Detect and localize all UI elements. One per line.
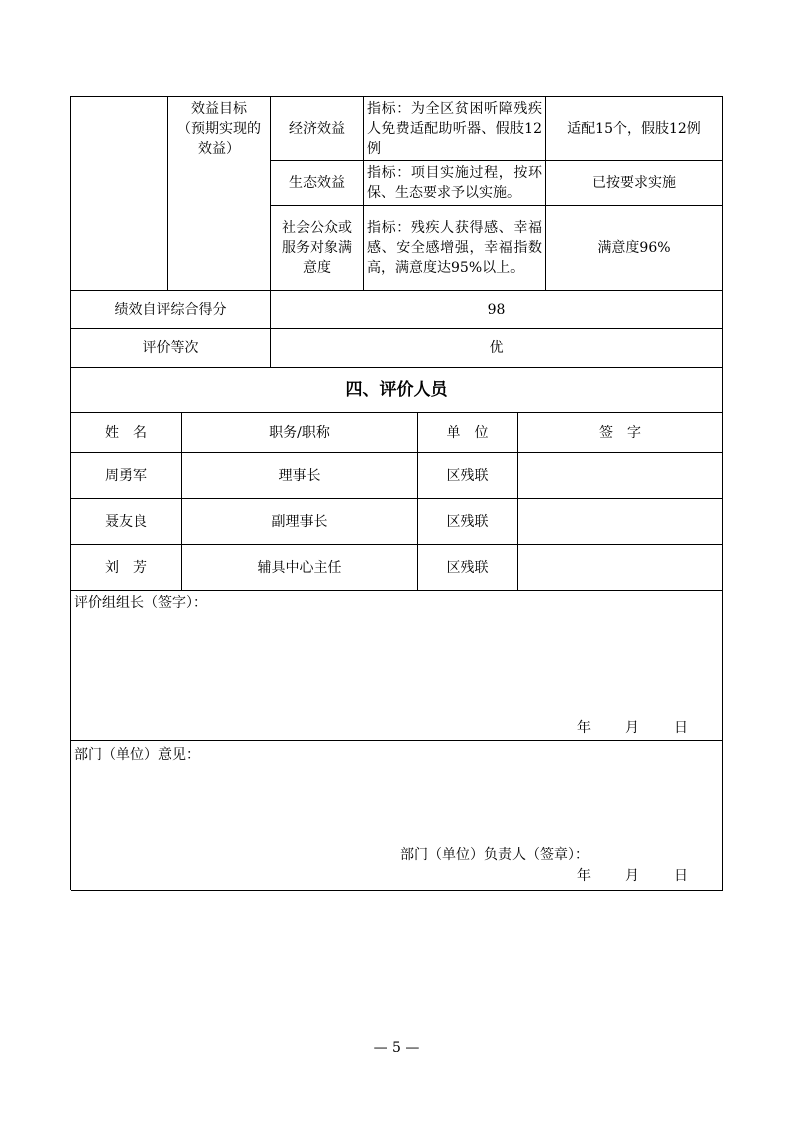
header-cell-name [71,413,182,453]
score-value-cell [271,291,723,329]
evaluator-name-cell [71,545,182,591]
benefit-result-text: 满意度96% [597,240,671,256]
evaluator-title-cell [182,499,418,545]
evaluator-title-cell [182,453,418,499]
benefit-type-label: 社会公众或 服务对象满 意度 [282,220,352,276]
benefit-indicator-text: 指标：残疾人获得感、幸福感、安全感增强，幸福指数高，满意度达95%以上。 [367,220,542,276]
benefit-result-cell [546,161,723,206]
header-cell-title [182,413,418,453]
department-opinion-area[interactable] [71,741,723,891]
evaluator-unit: 区残联 [446,513,489,530]
leader-date-year: 年 [577,720,591,736]
benefit-indicator-text: 指标：为全区贫困听障残疾人免费适配助听器、假肢12例 [367,100,542,157]
leader-date-month: 月 [625,720,639,736]
evaluator-table [70,367,723,890]
grade-value-cell [271,329,723,368]
department-date-year: 年 [577,868,591,884]
header-signature: 签 字 [599,424,641,441]
section-title-cell [71,368,723,413]
evaluator-signature-cell[interactable] [518,545,723,591]
grade-label: 评价等次 [142,340,199,356]
evaluator-title-cell [182,545,418,591]
benefit-table [70,96,723,368]
evaluator-name: 刘 芳 [105,559,147,576]
evaluator-name: 周勇军 [105,467,147,484]
page-number: — 5 — [373,1040,420,1056]
evaluator-title: 副理事长 [271,513,328,530]
benefit-result-text: 已按要求实施 [592,175,676,191]
grade-label-cell [71,329,271,368]
benefit-category-cell [168,97,271,291]
department-date-day: 日 [674,868,688,884]
evaluator-unit-cell [418,545,518,591]
benefit-indicator-cell [364,206,546,291]
evaluator-name: 聂友良 [105,513,147,530]
benefit-category-label: 效益目标 （预期实现的 效益） [177,101,261,157]
evaluator-signature-cell[interactable] [518,499,723,545]
benefit-indicator-text: 指标：项目实施过程，按环保、生态要求予以实施。 [367,165,542,201]
score-value: 98 [487,301,506,318]
header-cell-unit [418,413,518,453]
evaluator-signature-cell[interactable] [518,453,723,499]
benefit-type-cell [271,161,364,206]
benefit-type-cell [271,97,364,161]
grade-value: 优 [489,340,504,356]
benefit-indicator-cell [364,97,546,161]
evaluator-unit: 区残联 [446,559,489,576]
score-label: 绩效自评综合得分 [114,301,227,318]
benefit-result-text: 适配15个，假肢12例 [567,120,701,137]
evaluator-unit-cell [418,499,518,545]
header-unit: 单 位 [446,424,489,441]
department-responsible-label: 部门（单位）负责人（签章）： [400,847,589,863]
benefit-type-cell [271,206,364,291]
benefit-result-cell [546,97,723,161]
benefit-indicator-cell [364,161,546,206]
evaluator-name-cell [71,453,182,499]
evaluator-unit-cell [418,453,518,499]
benefit-blank-cell [71,97,168,291]
section-title: 四、评价人员 [345,380,448,400]
department-date-month: 月 [625,868,639,884]
department-label: 部门（单位）意见： [74,747,200,763]
header-name: 姓 名 [105,424,147,441]
score-label-cell [71,291,271,329]
evaluator-unit: 区残联 [446,467,489,484]
benefit-type-label: 生态效益 [289,175,345,191]
leader-signature-area[interactable] [71,591,723,741]
leader-label: 评价组组长（签字）： [74,595,207,611]
evaluator-name-cell [71,499,182,545]
header-title: 职务/职称 [269,424,330,441]
benefit-type-label: 经济效益 [289,120,345,137]
header-cell-signature [518,413,723,453]
leader-date-day: 日 [674,720,688,736]
evaluator-title: 理事长 [278,467,321,484]
evaluator-title: 辅具中心主任 [257,559,342,576]
benefit-result-cell [546,206,723,291]
